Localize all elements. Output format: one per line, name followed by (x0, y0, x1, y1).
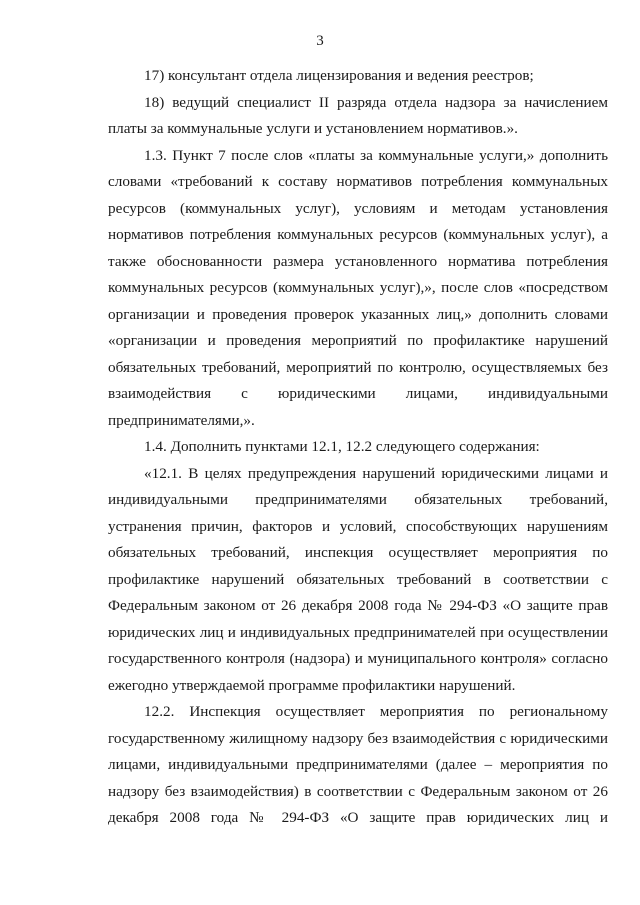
paragraph-item-18: 18) ведущий специалист II разряда отдела надзора за начислением платы за коммунальные услуги и установлением нормативов.». (108, 93, 608, 137)
paragraph-12-2: 12.2. Инспекция осуществляет мероприятия по региональному государственному жилищному надзору без взаимодействия с юридическими лицами, индивидуальными предпринимателями (далее – мероприятия по надзору без взаимодействия) в соответствии с Федеральным законом от 26 декабря 2008 года № 294-ФЗ «О защите прав юридических лиц и (108, 703, 608, 826)
document-body (108, 63, 608, 832)
paragraph-item-17: 17) консультант отдела лицензирования и ведения реестров; (144, 67, 534, 84)
paragraph-12-1: «12.1. В целях предупреждения нарушений юридическими лицами и индивидуальными предпринимателями обязательных требований, устранения причин, факторов и условий, способствующих нарушениям обязательных требований, инспекция осуществляет мероприятия по профилактике нарушений обязательных требований в соответствии с Федеральным законом от 26 декабря 2008 года № 294-ФЗ «О защите прав юридических лиц и индивидуальных предпринимателей при осуществлении государственного контроля (надзора) и муниципального контроля» согласно ежегодно утверждаемой программе профилактики нарушений. (108, 464, 608, 694)
paragraph-1-4: 1.4. Дополнить пунктами 12.1, 12.2 следующего содержания: (144, 438, 540, 455)
paragraph-1-3: 1.3. Пункт 7 после слов «платы за коммунальные услуги,» дополнить словами «требований к составу нормативов потребления коммунальных ресурсов (коммунальных услуг), условиям и методам установления нормативов потребления коммунальных ресурсов (коммунальных услуг), а также обоснованности размера установленного норматива потребления коммунальных ресурсов (коммунальных услуг),», после слов «посредством организации и проведения проверок указанных лиц,» дополнить словами «организации и проведения мероприятий по профилактике нарушений обязательных требований, мероприятий по контролю, осуществляемых без взаимодействия с юридическими лицами, индивидуальными предпринимателями,». (108, 146, 608, 429)
page-number: 3 (316, 33, 324, 49)
